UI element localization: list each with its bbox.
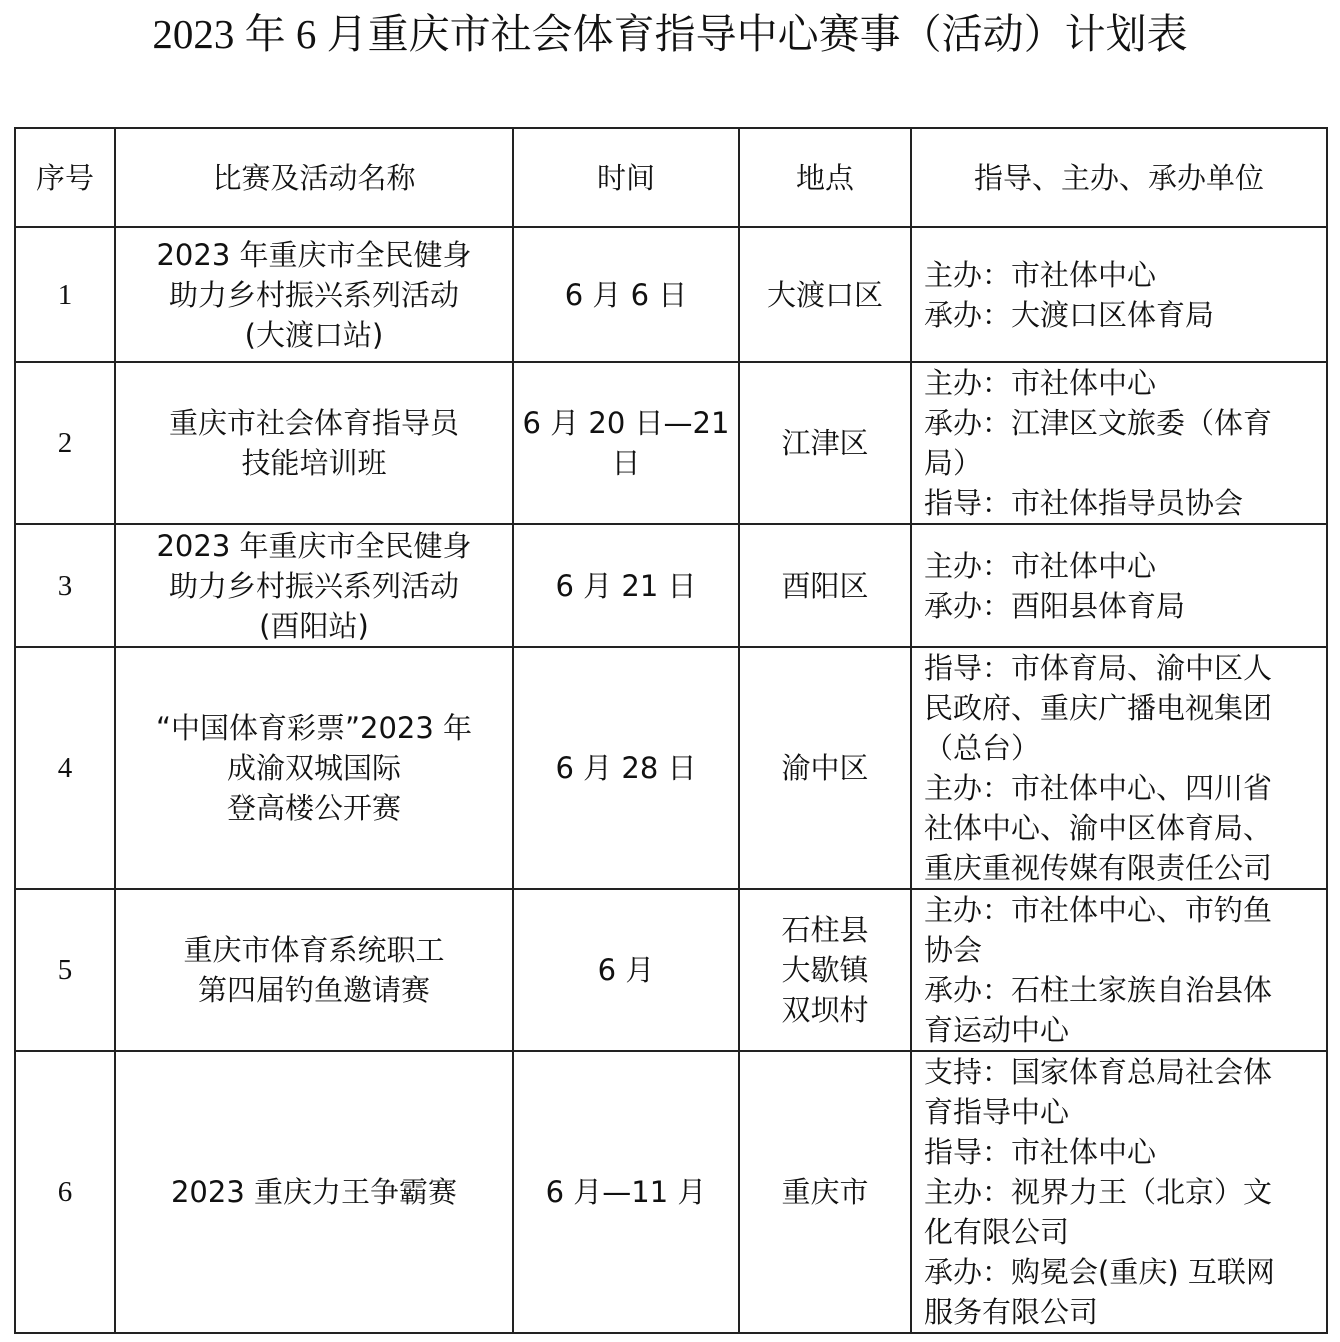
event-name-line: 2023 年重庆市全民健身 [156, 237, 472, 272]
event-place-line: 酉阳区 [781, 568, 869, 603]
event-time [513, 524, 739, 647]
event-name [115, 647, 513, 889]
event-place [739, 1051, 911, 1333]
event-units-line: 指导：市体育局、渝中区人 [924, 651, 1273, 685]
event-units-line: 承办：酉阳县体育局 [924, 588, 1186, 623]
header-time: 时间 [513, 128, 739, 227]
event-units-line: 承办：江津区文旅委（体育 [924, 406, 1273, 440]
event-time-line: 6 月 21 日 [555, 568, 697, 603]
table-body [15, 227, 1327, 1333]
event-units-line: 支持：国家体育总局社会体 [924, 1055, 1273, 1089]
event-units-line: 指导：市社体指导员协会 [924, 486, 1244, 520]
event-place [739, 647, 911, 889]
event-place [739, 889, 911, 1051]
header-no: 序号 [15, 128, 115, 227]
event-units-line: 主办：市社体中心 [924, 257, 1157, 292]
event-place [739, 524, 911, 647]
event-time-line: 6 月 20 日—21 [522, 406, 730, 440]
event-name [115, 227, 513, 362]
event-place-line: 石柱县 [781, 913, 869, 947]
event-place-line: 双坝村 [781, 993, 869, 1027]
event-place-line: 江津区 [781, 426, 869, 460]
table-header-row [15, 128, 1327, 227]
event-units-line: 主办：市社体中心、四川省 [924, 771, 1273, 805]
event-name-line: 登高楼公开赛 [226, 791, 401, 825]
event-time [513, 647, 739, 889]
event-units-line: 育运动中心 [924, 1013, 1070, 1047]
event-name-line: (大渡口站) [244, 317, 384, 352]
event-name-line: 2023 年重庆市全民健身 [156, 528, 472, 563]
event-units [911, 524, 1327, 647]
event-name [115, 362, 513, 524]
row-number: 2 [15, 362, 115, 524]
event-units-line: 服务有限公司 [924, 1295, 1099, 1329]
event-name [115, 524, 513, 647]
table-row [15, 1051, 1327, 1333]
event-place-line: 重庆市 [781, 1175, 869, 1209]
event-units-line: 局） [924, 446, 983, 480]
event-units-line: 社体中心、渝中区体育局、 [924, 811, 1273, 845]
header-units: 指导、主办、承办单位 [911, 128, 1327, 227]
event-name-line: 助力乡村振兴系列活动 [168, 568, 459, 603]
row-number: 6 [15, 1051, 115, 1333]
event-place-line: 渝中区 [781, 751, 869, 785]
event-name-line: “中国体育彩票”2023 年 [155, 711, 473, 745]
event-units-line: 化有限公司 [924, 1215, 1070, 1249]
event-units-line: 承办：石柱土家族自治县体 [924, 973, 1273, 1007]
event-time [513, 1051, 739, 1333]
event-units-line: 民政府、重庆广播电视集团 [924, 691, 1273, 725]
event-units-line: （总台） [924, 731, 1041, 765]
table-row [15, 647, 1327, 889]
event-time [513, 227, 739, 362]
event-time-line: 6 月 28 日 [555, 751, 697, 785]
event-units [911, 647, 1327, 889]
event-units-line: 主办：市社体中心 [924, 548, 1157, 583]
event-schedule-table [14, 127, 1328, 1334]
event-time-line: 6 月 [597, 953, 655, 987]
table-row [15, 362, 1327, 524]
event-place-line: 大渡口区 [766, 277, 883, 312]
event-name-line: 第四届钓鱼邀请赛 [197, 973, 430, 1007]
event-name-line: (酉阳站) [259, 608, 369, 643]
event-units-line: 指导：市社体中心 [924, 1135, 1157, 1169]
event-name [115, 1051, 513, 1333]
row-number: 5 [15, 889, 115, 1051]
event-name-line: 助力乡村振兴系列活动 [168, 277, 459, 312]
event-units-line: 主办：市社体中心 [924, 366, 1157, 400]
table-row [15, 524, 1327, 647]
event-units [911, 227, 1327, 362]
event-time [513, 362, 739, 524]
event-units-line: 承办：大渡口区体育局 [924, 297, 1215, 332]
event-place [739, 362, 911, 524]
header-name: 比赛及活动名称 [115, 128, 513, 227]
event-units-line: 协会 [924, 933, 983, 967]
row-number: 4 [15, 647, 115, 889]
header-place: 地点 [739, 128, 911, 227]
event-units [911, 889, 1327, 1051]
event-units-line: 育指导中心 [924, 1095, 1070, 1129]
event-name-line: 技能培训班 [241, 446, 387, 480]
event-units-line: 主办：市社体中心、市钓鱼 [924, 893, 1273, 927]
event-units-line: 主办：视界力王（北京）文 [924, 1175, 1273, 1209]
event-units [911, 1051, 1327, 1333]
event-time-line: 6 月 6 日 [564, 277, 688, 312]
table-row [15, 227, 1327, 362]
event-name-line: 成渝双城国际 [226, 751, 401, 785]
row-number: 1 [15, 227, 115, 362]
event-name-line: 重庆市社会体育指导员 [168, 406, 459, 440]
event-time-line: 日 [611, 446, 641, 480]
row-number: 3 [15, 524, 115, 647]
event-name-line: 2023 重庆力王争霸赛 [170, 1175, 458, 1209]
event-name-line: 重庆市体育系统职工 [183, 933, 445, 967]
event-place [739, 227, 911, 362]
event-units [911, 362, 1327, 524]
event-time-line: 6 月—11 月 [545, 1175, 707, 1209]
event-place-line: 大歇镇 [781, 953, 869, 987]
event-units-line: 承办：购冕会(重庆) 互联网 [924, 1255, 1275, 1289]
table-row [15, 889, 1327, 1051]
event-name [115, 889, 513, 1051]
document-title: 2023 年 6 月重庆市社会体育指导中心赛事（活动）计划表 [152, 11, 1188, 57]
event-units-line: 重庆重视传媒有限责任公司 [924, 851, 1273, 885]
event-time [513, 889, 739, 1051]
